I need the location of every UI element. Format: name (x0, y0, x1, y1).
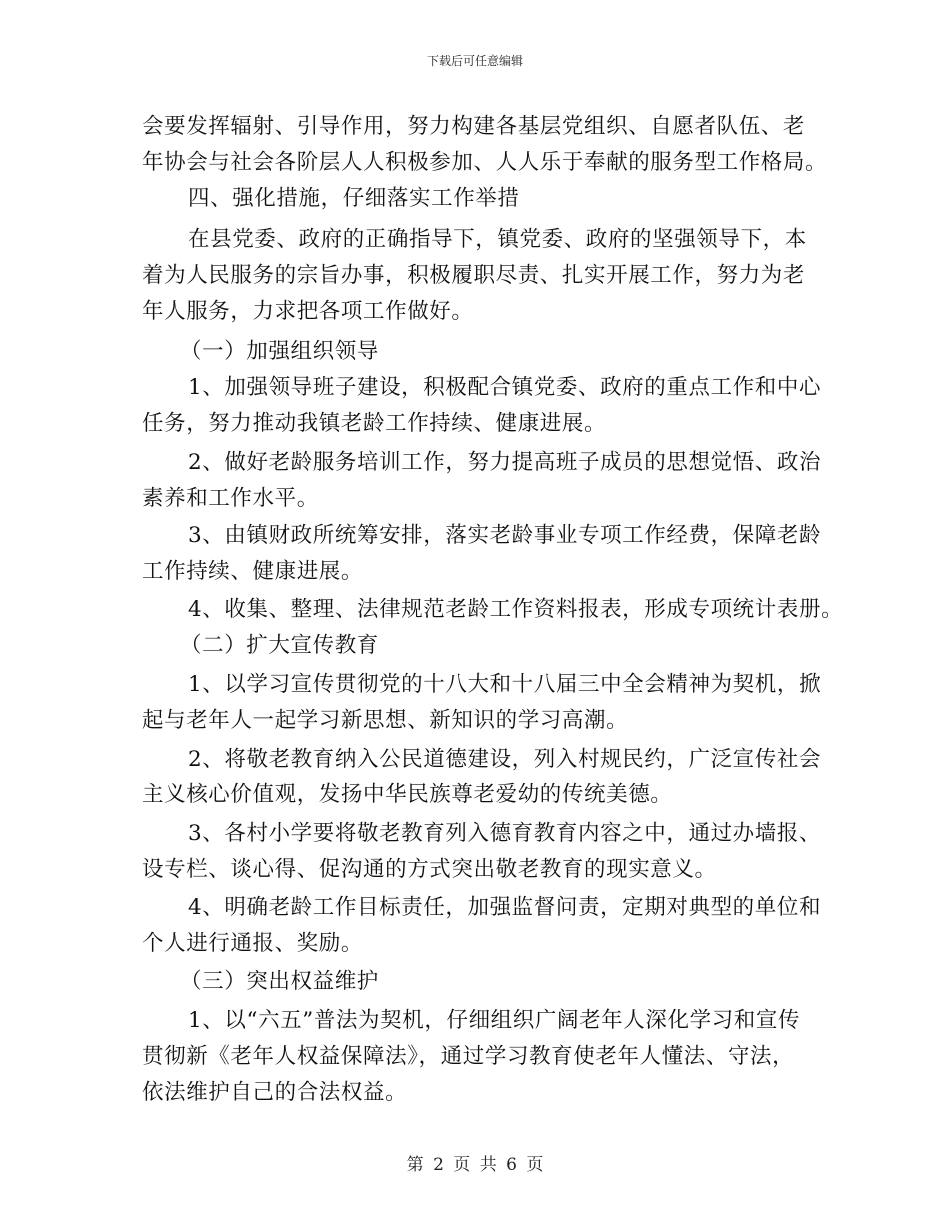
text-line: 3、各村小学要将敬老教育列入德育教育内容之中，通过办墙报、 (188, 821, 822, 846)
text-line: 设专栏、谈心得、促沟通的方式突出敬老教育的现实意义。 (142, 857, 717, 882)
subsection-heading: （二）扩大宣传教育 (180, 633, 379, 658)
subsection-heading: （一）加强组织领导 (180, 339, 379, 364)
text-line: 1、以学习宣传贯彻党的十八大和十八届三中全会精神为契机，掀 (188, 672, 822, 697)
text-line: 3、由镇财政所统筹安排，落实老龄事业专项工作经费，保障老龄 (188, 523, 822, 548)
text-line: 4、收集、整理、法律规范老龄工作资料报表，形成专项统计表册。 (188, 597, 844, 622)
text-line: 2、将敬老教育纳入公民道德建设，列入村规民约，广泛宣传社会 (188, 747, 822, 772)
text-line: 在县党委、政府的正确指导下，镇党委、政府的坚强领导下，本 (188, 227, 807, 252)
page-header-note: 下载后可任意编辑 (426, 54, 523, 68)
text-line: 1、加强领导班子建设，积极配合镇党委、政府的重点工作和中心 (188, 375, 822, 400)
text-line: 依法维护自己的合法权益。 (142, 1080, 408, 1105)
page-number-footer: 第 2 页 共 6 页 (406, 1155, 544, 1175)
text-line: 年协会与社会各阶层人人积极参加、人人乐于奉献的服务型工作格局。 (142, 150, 828, 175)
text-line: 4、明确老龄工作目标责任，加强监督问责，定期对典型的单位和 (188, 895, 822, 920)
text-line: 工作持续、健康进展。 (142, 559, 364, 584)
text-line: 会要发挥辐射、引导作用，努力构建各基层党组织、自愿者队伍、老 (142, 114, 806, 139)
text-line: 起与老年人一起学习新思想、新知识的学习高潮。 (142, 708, 629, 733)
text-line: 年人服务，力求把各项工作做好。 (142, 299, 474, 324)
section-heading: 四、强化措施，仔细落实工作举措 (188, 186, 520, 211)
subsection-heading: （三）突出权益维护 (180, 969, 379, 994)
text-line: 贯彻新《老年人权益保障法》，通过学习教育使老年人懂法、守法， (142, 1044, 795, 1069)
text-line: 主义核心价值观，发扬中华民族尊老爱幼的传统美德。 (142, 782, 673, 807)
text-line: 素养和工作水平。 (142, 486, 319, 511)
text-line: 个人进行通报、奖励。 (142, 931, 364, 956)
text-line: 1、以“六五”普法为契机，仔细组织广阔老年人深化学习和宣传 (188, 1008, 801, 1033)
text-line: 着为人民服务的宗旨办事，积极履职尽责、扎实开展工作，努力为老 (142, 263, 806, 288)
text-line: 2、做好老龄服务培训工作，努力提高班子成员的思想觉悟、政治 (188, 450, 822, 475)
text-line: 任务，努力推动我镇老龄工作持续、健康进展。 (142, 411, 607, 436)
